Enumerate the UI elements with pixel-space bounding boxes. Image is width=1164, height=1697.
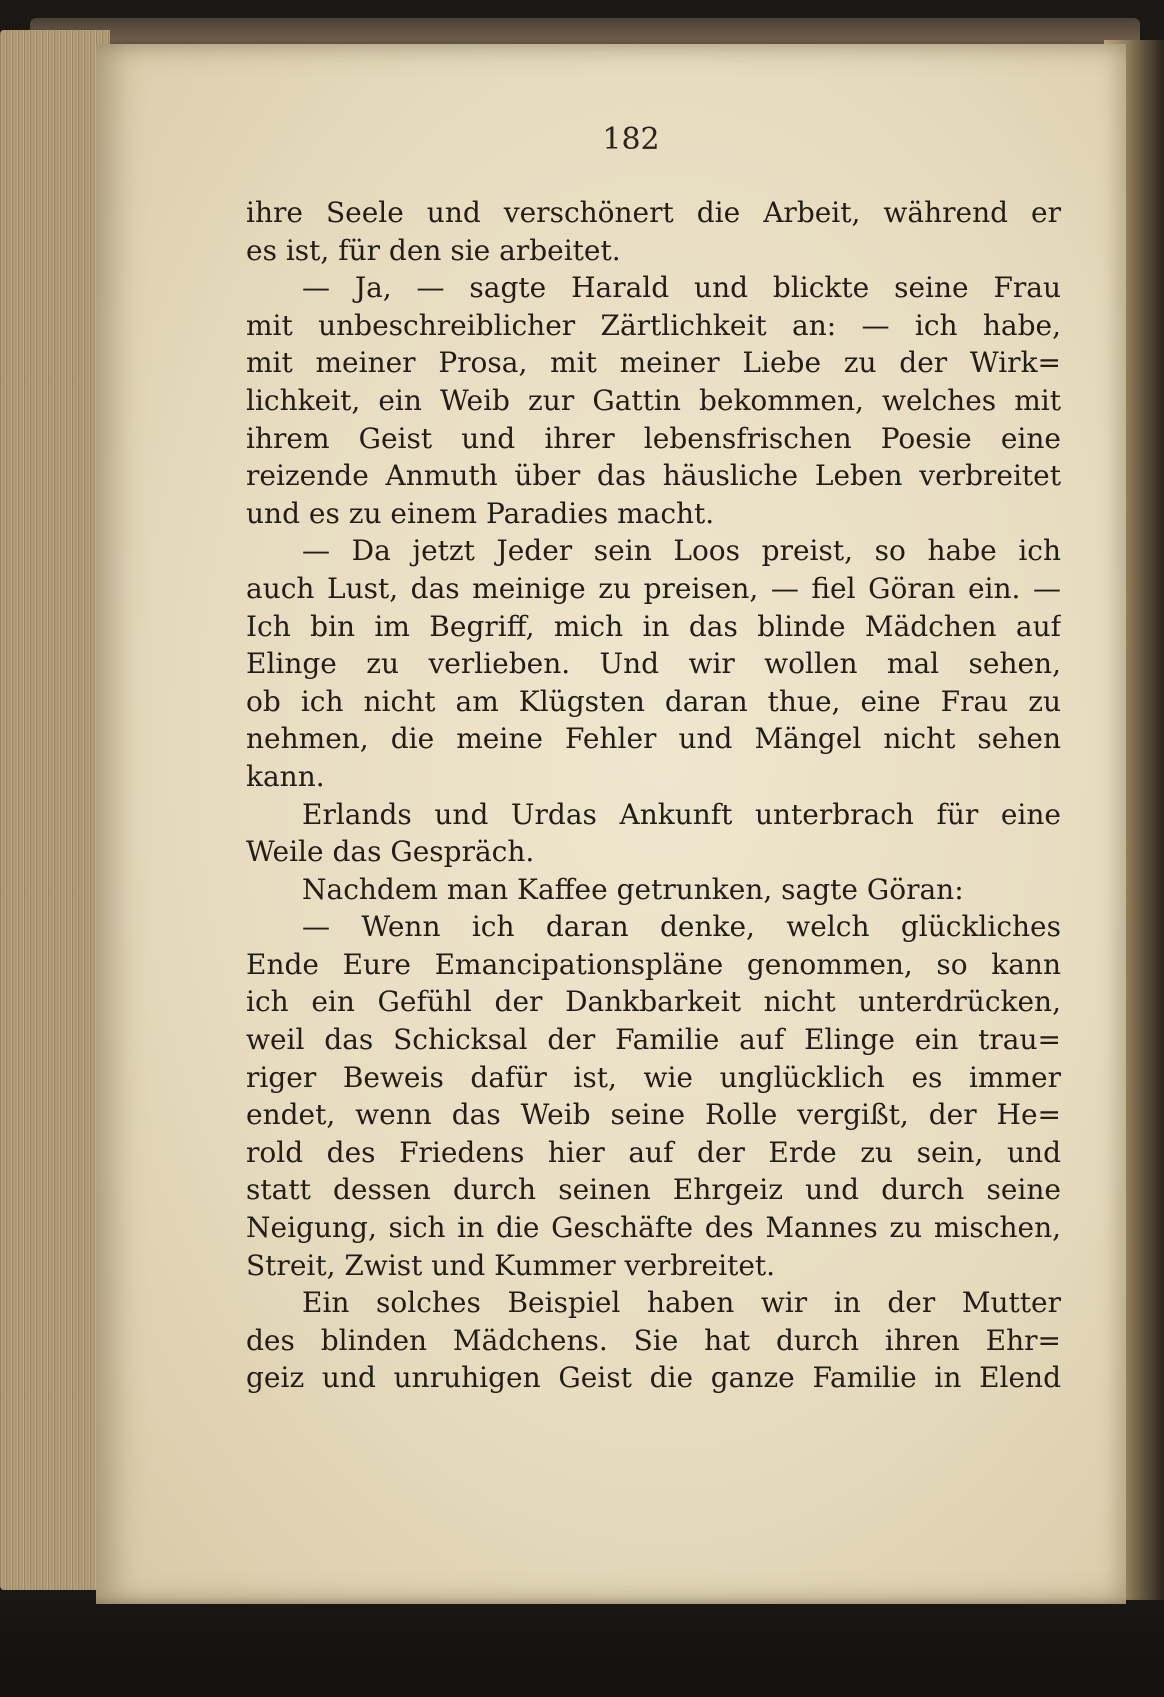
text-line: Nachdem man Kaffee getrunken, sagte Göran:	[302, 872, 964, 906]
text-line: ob ich nicht am Klügsten daran thue, eine Frau zu	[246, 684, 1061, 718]
text-line: Weile das Gespräch.	[246, 835, 535, 869]
text-line: Ende Eure Emancipationspläne genommen, so kann	[246, 947, 1061, 981]
text-line: es ist, für den sie arbeitet.	[246, 233, 621, 267]
text-line: Ein solches Beispiel haben wir in der Mutter	[302, 1286, 1061, 1320]
text-line: Neigung, sich in die Geschäfte des Mannes zu mischen,	[246, 1211, 1061, 1245]
text-line: ihrem Geist und ihrer lebensfrischen Poesie eine	[246, 421, 1061, 455]
page-text	[246, 194, 1061, 1397]
text-line: mit meiner Prosa, mit meiner Liebe zu der Wirk=	[246, 346, 1061, 380]
text-line: nehmen, die meine Fehler und Mängel nicht sehen	[246, 722, 1061, 756]
text-line: auch Lust, das meinige zu preisen, — fiel Göran ein. —	[246, 571, 1061, 605]
bottom-shadow	[0, 1597, 1164, 1697]
text-line: Streit, Zwist und Kummer verbreitet.	[246, 1248, 776, 1282]
text-line: ich ein Gefühl der Dankbarkeit nicht unterdrücken,	[246, 985, 1061, 1019]
text-line: lichkeit, ein Weib zur Gattin bekommen, welches mit	[246, 383, 1061, 417]
text-line: reizende Anmuth über das häusliche Leben verbreitet	[246, 459, 1061, 493]
text-line: kann.	[246, 759, 325, 793]
text-line: riger Beweis dafür ist, wie unglücklich es immer	[246, 1060, 1061, 1094]
text-line: — Ja, — sagte Harald und blickte seine Frau	[302, 271, 1061, 305]
text-line: endet, wenn das Weib seine Rolle vergißt, der He=	[246, 1098, 1061, 1132]
text-line: — Wenn ich daran denke, welch glückliches	[302, 910, 1061, 944]
text-line: ihre Seele und verschönert die Arbeit, während er	[246, 196, 1061, 229]
text-line: mit unbeschreiblicher Zärtlichkeit an: — ich habe,	[246, 308, 1061, 342]
book-page	[96, 44, 1126, 1604]
text-line: Ich bin im Begriff, mich in das blinde Mädchen auf	[246, 609, 1061, 643]
text-line: Elinge zu verlieben. Und wir wollen mal sehen,	[246, 647, 1061, 681]
text-line: weil das Schicksal der Familie auf Elinge ein trau=	[246, 1023, 1061, 1057]
text-line: des blinden Mädchens. Sie hat durch ihren Ehr=	[246, 1323, 1061, 1357]
page-number: 182	[602, 122, 660, 157]
page-stack-edge	[0, 30, 110, 1590]
text-line: und es zu einem Paradies macht.	[246, 496, 715, 530]
text-line: — Da jetzt Jeder sein Loos preist, so habe ich	[302, 534, 1061, 568]
text-line: statt dessen durch seinen Ehrgeiz und durch seine	[246, 1173, 1061, 1207]
text-line: Erlands und Urdas Ankunft unterbrach für eine	[302, 797, 1061, 831]
text-line: rold des Friedens hier auf der Erde zu sein, und	[246, 1135, 1061, 1169]
text-line: geiz und unruhigen Geist die ganze Familie in Elend	[246, 1361, 1061, 1395]
